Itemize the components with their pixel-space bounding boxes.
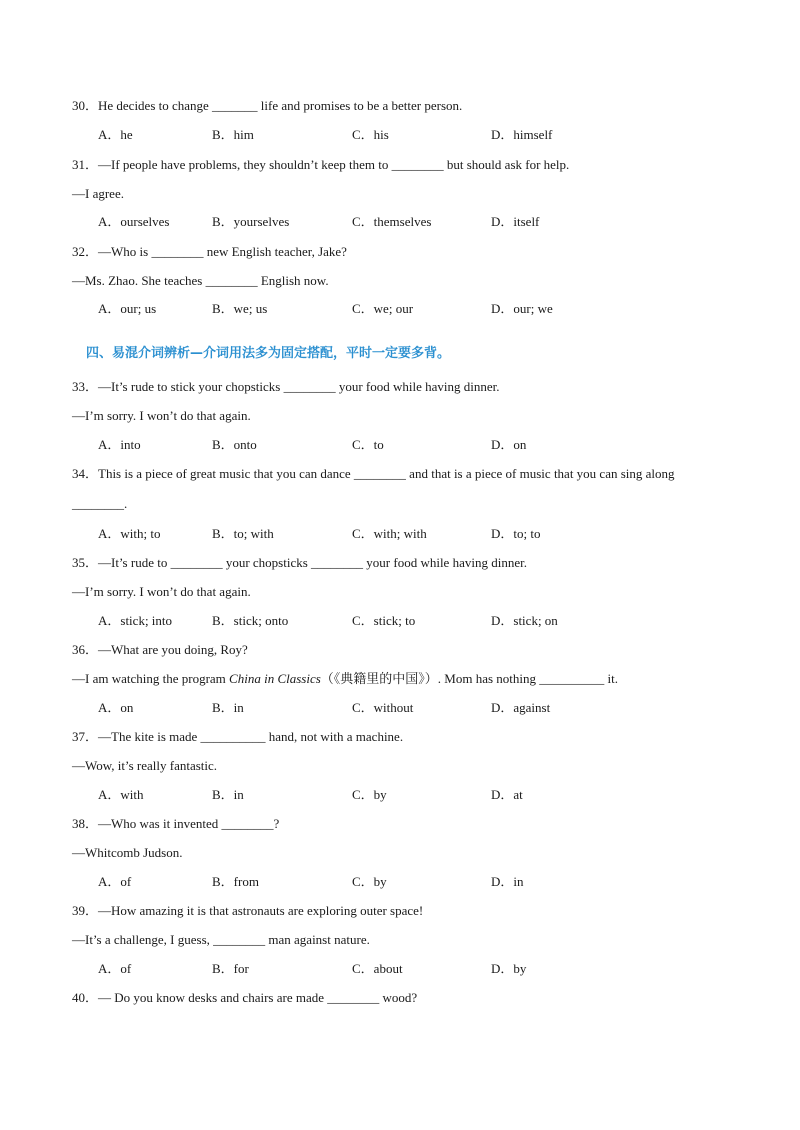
question-35-options (98, 612, 658, 630)
option-a: A．stick; into (98, 613, 173, 628)
option-c: C．to (352, 437, 384, 452)
option-b: B．onto (212, 437, 257, 452)
option-a: A．into (98, 437, 141, 452)
question-32-reply: —Ms. Zhao. She teaches ________ English now. (72, 273, 329, 288)
question-37-reply: —Wow, it’s really fantastic. (72, 758, 218, 773)
question-34-stem-continued: ________. (72, 496, 128, 511)
question-39-stem: 39．—How amazing it is that astronauts are exploring outer space! (72, 903, 424, 918)
option-a: A．with (98, 787, 144, 802)
question-34-stem: 34．This is a piece of great music that you can dance ________ and that is a piece of music that you can sing along (72, 466, 675, 481)
question-33-reply: —I’m sorry. I won’t do that again. (72, 408, 251, 423)
question-38-reply: —Whitcomb Judson. (72, 845, 183, 860)
option-c: C．without (352, 700, 414, 715)
option-d: D．by (491, 961, 527, 976)
question-33-stem: 33．—It’s rude to stick your chopsticks ________ your food while having dinner. (72, 379, 500, 394)
question-35-reply: —I’m sorry. I won’t do that again. (72, 584, 251, 599)
option-c: C．by (352, 787, 387, 802)
option-b: B．in (212, 700, 244, 715)
option-d: D．himself (491, 127, 553, 142)
program-title: China in Classics (229, 671, 321, 686)
option-a: A．of (98, 961, 132, 976)
option-b: B．him (212, 127, 254, 142)
question-30-options (98, 126, 658, 144)
question-34-options (98, 525, 658, 543)
option-d: D．itself (491, 214, 540, 229)
option-d: D．against (491, 700, 551, 715)
option-b: B．we; us (212, 301, 268, 316)
option-b: B．in (212, 787, 244, 802)
option-b: B．yourselves (212, 214, 290, 229)
option-d: D．on (491, 437, 527, 452)
question-31-stem: 31．—If people have problems, they shouldn’t keep them to ________ but should ask for help. (72, 157, 570, 172)
question-40-stem: 40．— Do you know desks and chairs are made ________ wood? (72, 990, 418, 1005)
question-39-reply: —It’s a challenge, I guess, ________ man against nature. (72, 932, 370, 947)
option-b: B．stick; onto (212, 613, 289, 628)
option-d: D．to; to (491, 526, 541, 541)
option-a: A．our; us (98, 301, 157, 316)
question-30-stem: 30．He decides to change _______ life and promises to be a better person. (72, 98, 463, 113)
option-c: C．by (352, 874, 387, 889)
option-c: C．with; with (352, 526, 427, 541)
question-36-reply (72, 670, 618, 688)
section-heading: 四、易混介词辨析—介词用法多为固定搭配，平时一定要多背。 (86, 346, 451, 361)
option-d: D．stick; on (491, 613, 558, 628)
option-c: C．we; our (352, 301, 414, 316)
question-39-options (98, 960, 658, 978)
question-37-stem: 37．—The kite is made __________ hand, not with a machine. (72, 729, 404, 744)
question-38-options (98, 873, 658, 891)
question-38-stem: 38．—Who was it invented ________? (72, 816, 280, 831)
option-c: C．about (352, 961, 403, 976)
option-c: C．stick; to (352, 613, 416, 628)
option-b: B．to; with (212, 526, 274, 541)
question-36-options (98, 699, 658, 717)
question-31-options (98, 213, 658, 231)
option-a: A．of (98, 874, 132, 889)
question-33-options (98, 436, 658, 454)
option-a: A．with; to (98, 526, 161, 541)
option-c: C．themselves (352, 214, 432, 229)
question-36-stem: 36．—What are you doing, Roy? (72, 642, 248, 657)
question-32-options (98, 300, 658, 318)
question-31-reply: —I agree. (72, 186, 124, 201)
option-b: B．from (212, 874, 259, 889)
reply-text: —I am watching the program (72, 671, 230, 686)
question-32-stem: 32．—Who is ________ new English teacher, Jake? (72, 244, 347, 259)
reply-text-end: （《典籍里的中国》）. Mom has nothing __________ it. (320, 671, 618, 686)
question-35-stem: 35．—It’s rude to ________ your chopsticks ________ your food while having dinner. (72, 555, 527, 570)
option-a: A．ourselves (98, 214, 170, 229)
question-37-options (98, 786, 658, 804)
option-b: B．for (212, 961, 249, 976)
option-d: D．in (491, 874, 524, 889)
option-c: C．his (352, 127, 389, 142)
option-d: D．at (491, 787, 523, 802)
option-a: A．he (98, 127, 133, 142)
option-a: A．on (98, 700, 134, 715)
option-d: D．our; we (491, 301, 553, 316)
